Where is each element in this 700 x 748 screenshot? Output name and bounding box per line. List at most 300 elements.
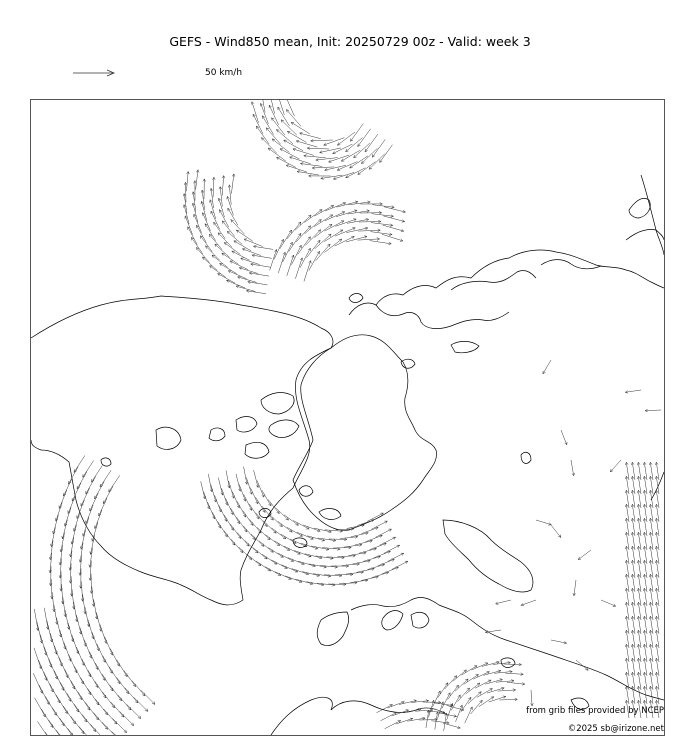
wind-arrow (63, 597, 66, 617)
wind-arrow (265, 535, 279, 546)
wind-arrow (105, 637, 113, 655)
wind-arrow (83, 461, 94, 478)
wind-arrow-head (50, 725, 53, 728)
wind-arrow (193, 203, 198, 222)
wind-arrow (453, 670, 467, 682)
wind-arrow (384, 207, 405, 212)
wind-arrow (353, 561, 371, 564)
wind-arrow (247, 554, 261, 565)
wind-arrow (186, 182, 187, 202)
wind-arrow (326, 557, 344, 558)
wind-arrow (281, 120, 297, 135)
wind-arrow (113, 719, 127, 733)
wind-arrow-head (205, 224, 208, 227)
wind-arrow (45, 696, 56, 715)
wind-arrow (324, 138, 345, 145)
wind-arrow-head (76, 709, 79, 712)
wind-arrow (610, 460, 621, 472)
wind-arrow (245, 541, 258, 553)
wind-arrow (376, 529, 392, 537)
wind-arrow (367, 513, 383, 521)
wind-arrow (86, 477, 96, 494)
wind-arrow (222, 221, 234, 237)
wind-arrow (218, 274, 236, 284)
wind-arrow (337, 556, 355, 557)
wind-arrow (431, 721, 449, 723)
wind-arrow (346, 168, 366, 178)
wind-arrow (297, 171, 319, 175)
wind-arrow (196, 248, 209, 263)
wind-arrow (287, 255, 294, 276)
wind-arrow (227, 280, 246, 288)
wind-arrow (276, 508, 289, 520)
wind-arrow (78, 692, 90, 710)
wind-arrow (77, 472, 87, 489)
wind-arrow (232, 251, 250, 260)
wind-arrow-head (350, 165, 353, 168)
wind-arrow (231, 508, 240, 524)
wind-arrow (253, 114, 263, 134)
wind-arrow (291, 245, 301, 265)
wind-arrow (82, 659, 91, 677)
wind-arrow (252, 255, 272, 258)
wind-arrow (61, 532, 65, 552)
wind-arrow (347, 525, 365, 529)
wind-arrow (374, 551, 391, 558)
wind-arrow (74, 704, 87, 722)
wind-arrow (203, 213, 211, 231)
wind-arrow (383, 216, 404, 222)
wind-arrow (257, 481, 264, 498)
wind-arrow (202, 257, 217, 270)
wind-arrow (65, 507, 71, 526)
wind-arrow (226, 470, 229, 488)
wind-arrow (37, 622, 42, 643)
wind-arrow (100, 625, 106, 644)
wind-arrow (120, 711, 134, 725)
wind-arrow (44, 672, 53, 692)
wind-arrow (35, 698, 46, 717)
wind-arrow (341, 150, 360, 161)
wind-arrow (204, 492, 210, 509)
wind-arrow (244, 467, 247, 485)
wind-arrow (213, 177, 214, 197)
wind-arrow (237, 501, 246, 517)
wind-arrow-head (491, 697, 494, 700)
wind-arrow (275, 541, 290, 551)
wind-arrow (307, 536, 324, 541)
wind-arrow (64, 642, 71, 661)
wind-arrow (236, 474, 240, 491)
wind-arrow (505, 673, 523, 674)
wind-arrow (50, 540, 53, 560)
wind-arrow (444, 713, 447, 731)
wind-arrow (259, 541, 273, 552)
wind-arrow (253, 246, 273, 249)
wind-arrow (56, 618, 61, 638)
wind-arrow (475, 680, 491, 688)
wind-arrow (249, 504, 259, 519)
wind-arrow (95, 510, 102, 529)
wind-arrow (231, 539, 243, 553)
wind-arrow (357, 520, 374, 526)
wind-arrow (250, 519, 262, 533)
wind-arrow (625, 390, 641, 392)
wind-arrow (268, 148, 286, 161)
wind-arrow (388, 553, 404, 561)
wind-arrow (37, 721, 49, 735)
wind-arrow (372, 205, 394, 208)
wind-arrow (74, 512, 80, 531)
wind-arrow (325, 203, 346, 211)
wind-arrow (72, 525, 77, 544)
wind-arrow (53, 515, 58, 534)
wind-arrow (348, 553, 366, 556)
wind-arrow (218, 478, 222, 496)
wind-arrow (71, 576, 72, 596)
wind-arrow (365, 535, 382, 541)
wind-arrow (286, 165, 307, 172)
wind-arrow (212, 255, 228, 267)
wind-arrow (294, 551, 311, 557)
wind-arrow (97, 644, 105, 662)
wind-arrow (50, 633, 56, 654)
wind-arrow (314, 205, 333, 216)
wind-arrow (296, 579, 313, 584)
wind-arrow (272, 528, 286, 539)
wind-arrow (304, 210, 322, 223)
wind-map (31, 100, 664, 735)
wind-arrow (325, 212, 345, 221)
wind-arrow (304, 261, 311, 282)
wind-arrow (88, 689, 99, 706)
wind-arrow (385, 721, 401, 729)
wind-arrow-head (278, 107, 281, 110)
wind-arrow-head (340, 230, 343, 233)
map-title: GEFS - Wind850 mean, Init: 20250729 00z - Valid: week 3 (169, 34, 531, 49)
wind-arrow (254, 470, 259, 488)
wind-arrow (102, 692, 114, 708)
wind-arrow (378, 559, 395, 566)
wind-arrow (200, 236, 212, 252)
wind-arrow (261, 138, 276, 154)
wind-arrow (231, 220, 245, 235)
wind-arrow (344, 545, 362, 547)
wind-arrow (236, 286, 255, 291)
wind-arrow (109, 667, 120, 684)
wind-arrow (49, 659, 58, 679)
wind-arrow (277, 157, 297, 167)
wind-arrow (358, 162, 376, 175)
wind-arrow (90, 724, 105, 735)
wind-arrow (262, 554, 277, 564)
wind-arrow (79, 726, 93, 735)
wind-arrow (222, 176, 224, 196)
wind-arrow (228, 208, 238, 225)
wind-arrow (521, 600, 536, 605)
wind-arrow (300, 164, 322, 167)
wind-arrow (278, 252, 285, 273)
wind-arrow-head (468, 697, 471, 700)
wind-arrow (239, 547, 252, 559)
wind-arrow (50, 684, 60, 703)
wind-arrow (251, 264, 271, 267)
wind-arrow (337, 162, 357, 171)
wind-arrow (134, 697, 148, 711)
wind-arrow (206, 246, 220, 260)
wind-arrow (346, 138, 363, 152)
wind-arrow (372, 139, 385, 157)
wind-arrow (71, 716, 84, 733)
wind-arrow (455, 679, 468, 691)
wind-arrow (361, 577, 379, 581)
wind-arrow (576, 660, 588, 670)
wind-arrow (504, 664, 522, 665)
wind-arrow (253, 548, 267, 559)
wind-arrow (342, 564, 360, 566)
wind-arrow (44, 647, 51, 668)
wind-arrow (333, 172, 354, 179)
wind-arrow (208, 502, 215, 519)
wind-arrow (95, 681, 106, 698)
wind-arrow (442, 693, 450, 709)
wind-arrow (370, 543, 387, 550)
wind-arrow (111, 702, 124, 717)
coastline-europe (351, 598, 664, 700)
wind-arrow (82, 714, 96, 731)
wind-arrow (74, 666, 83, 684)
wind-arrow (47, 621, 52, 642)
wind-arrow (83, 594, 86, 614)
wind-arrow (39, 660, 47, 680)
wind-arrow (100, 470, 111, 487)
wind-arrow (205, 224, 216, 241)
wind-arrow (76, 615, 81, 634)
wind-arrow (54, 605, 57, 625)
wind-arrow (85, 702, 98, 720)
wind-arrow (230, 524, 241, 539)
wind-arrow (396, 718, 413, 724)
wind-arrow (445, 676, 457, 689)
wind-arrow (59, 490, 67, 509)
wind-arrow (141, 690, 155, 704)
wind-arrow (51, 527, 55, 547)
wind-arrow (551, 525, 561, 538)
wind-arrow (288, 558, 305, 565)
wind-arrow (83, 517, 89, 536)
wind-arrow (196, 225, 206, 242)
wind-arrow (456, 705, 463, 722)
wind-arrow (224, 531, 235, 545)
wind-arrow (40, 634, 46, 655)
wind-arrow (117, 660, 128, 677)
wind-arrow (45, 732, 58, 735)
wind-arrow (110, 685, 122, 701)
wind-arrow (270, 249, 277, 270)
wind-arrow (118, 695, 131, 710)
wind-arrow (361, 528, 378, 534)
wind-arrow (269, 105, 278, 125)
wind-arrow (278, 553, 294, 561)
wind-arrow (256, 561, 271, 571)
wind-arrow (52, 592, 54, 612)
wind-arrow (70, 537, 73, 557)
coastline-north-america (31, 296, 333, 605)
wind-arrow (355, 541, 373, 545)
wind-arrow (219, 505, 227, 521)
wind-arrow (51, 579, 52, 599)
wind-arrow (222, 253, 239, 264)
wind-arrow (110, 648, 119, 666)
legend-label: 50 km/h (205, 68, 243, 78)
wind-arrow (274, 239, 283, 259)
wind-arrow (321, 175, 343, 178)
wind-arrow (231, 174, 234, 194)
wind-arrow (325, 221, 344, 231)
wind-arrow (443, 723, 460, 728)
wind-arrow (74, 602, 77, 622)
wind-arrow (300, 248, 310, 267)
wind-arrow (496, 681, 514, 683)
wind-arrow (426, 710, 429, 728)
wind-arrow (284, 515, 299, 526)
wind-arrow (281, 565, 298, 572)
wind-arrow (94, 599, 97, 619)
wind-arrow (86, 505, 93, 524)
wind-arrow (262, 490, 271, 506)
wind-arrow (214, 222, 225, 239)
wind-arrow (296, 141, 317, 147)
wind-arrow (228, 271, 246, 279)
wind-arrow (351, 533, 369, 537)
wind-arrow (487, 688, 504, 693)
wind-arrow (433, 691, 441, 707)
wind-arrow-head (250, 523, 253, 526)
wind-arrow (290, 539, 306, 547)
wind-arrow (249, 273, 269, 276)
wind-arrow (268, 500, 279, 514)
wind-arrow (438, 683, 448, 698)
wind-arrow (337, 202, 358, 208)
wind-arrow (188, 227, 197, 245)
wind-arrow (185, 216, 192, 235)
wind-arrow (248, 282, 268, 285)
wind-arrow (81, 530, 86, 550)
wind-arrow (371, 521, 387, 529)
wind-arrow (243, 526, 255, 540)
coastline-eurasia (349, 250, 664, 315)
wind-arrow (280, 230, 292, 249)
wind-arrow (281, 534, 297, 543)
wind-arrow (370, 232, 392, 235)
wind-arrow (268, 548, 283, 558)
wind-arrow (63, 706, 75, 724)
wind-arrow (74, 456, 85, 473)
wind-arrow (243, 511, 253, 526)
wind-arrow (252, 102, 259, 123)
wind-arrow (62, 520, 67, 539)
wind-arrow (246, 291, 266, 294)
wind-arrow (384, 545, 400, 553)
wind-arrow (237, 533, 249, 547)
wind-arrow (68, 467, 78, 485)
wind-arrow (359, 549, 376, 554)
wind-arrow (278, 521, 292, 532)
wind-arrow (382, 234, 403, 241)
wind-arrow (92, 632, 99, 651)
wind-arrow (125, 688, 138, 703)
wind-arrow (363, 556, 380, 561)
wind-arrow (93, 713, 107, 730)
wind-arrow (265, 567, 281, 576)
wind-arrow (448, 685, 459, 699)
wind-arrow (370, 241, 392, 244)
wind-arrow (473, 672, 489, 680)
wind-arrow (471, 663, 488, 670)
wind-arrow-head (87, 707, 90, 710)
wind-arrow (48, 720, 61, 735)
wind-arrow (250, 488, 258, 504)
wind-arrow (91, 574, 92, 594)
wind-arrow (65, 669, 75, 689)
wind-arrow-head (118, 681, 121, 684)
wind-arrow (381, 713, 397, 721)
wind-arrow (336, 219, 357, 226)
wind-arrow (102, 722, 117, 735)
wind-arrow (104, 709, 117, 724)
wind-arrow (301, 543, 318, 549)
wind-arrow (365, 134, 378, 152)
wind-arrow (59, 658, 68, 678)
wind-arrow (316, 158, 338, 161)
wind-arrow (350, 156, 368, 168)
coastlines (31, 175, 664, 735)
wind-arrow (54, 671, 64, 691)
wind-arrow (335, 574, 353, 575)
wind-arrow (90, 493, 99, 511)
wind-arrow (215, 495, 222, 512)
wind-arrow (211, 211, 220, 229)
wind-arrow (283, 242, 293, 262)
wind-arrow (33, 673, 42, 693)
wind-arrow (261, 103, 269, 124)
wind-vectors (33, 100, 661, 735)
wind-arrow (91, 465, 102, 482)
wind-arrow (272, 139, 289, 153)
wind-arrow (96, 612, 101, 631)
wind-arrow (232, 491, 239, 508)
wind-arrow (209, 234, 222, 249)
wind-arrow (357, 569, 375, 573)
wind-arrow (211, 485, 216, 502)
wind-arrow (71, 681, 82, 700)
wind-arrow (271, 560, 287, 569)
wind-arrow (210, 266, 226, 278)
wind-arrow (109, 475, 120, 492)
wind-arrow (92, 587, 94, 607)
wind-arrow (266, 128, 281, 145)
wind-arrow (392, 561, 408, 569)
wind-arrow (103, 656, 113, 674)
wind-arrow (289, 233, 301, 251)
wind-arrow-head (62, 723, 65, 726)
wind-arrow (601, 600, 616, 606)
wind-arrow-head (263, 510, 266, 513)
wind-arrow (305, 554, 322, 558)
wind-arrow (507, 682, 525, 684)
wind-arrow (536, 520, 551, 525)
wind-arrow (41, 709, 53, 728)
